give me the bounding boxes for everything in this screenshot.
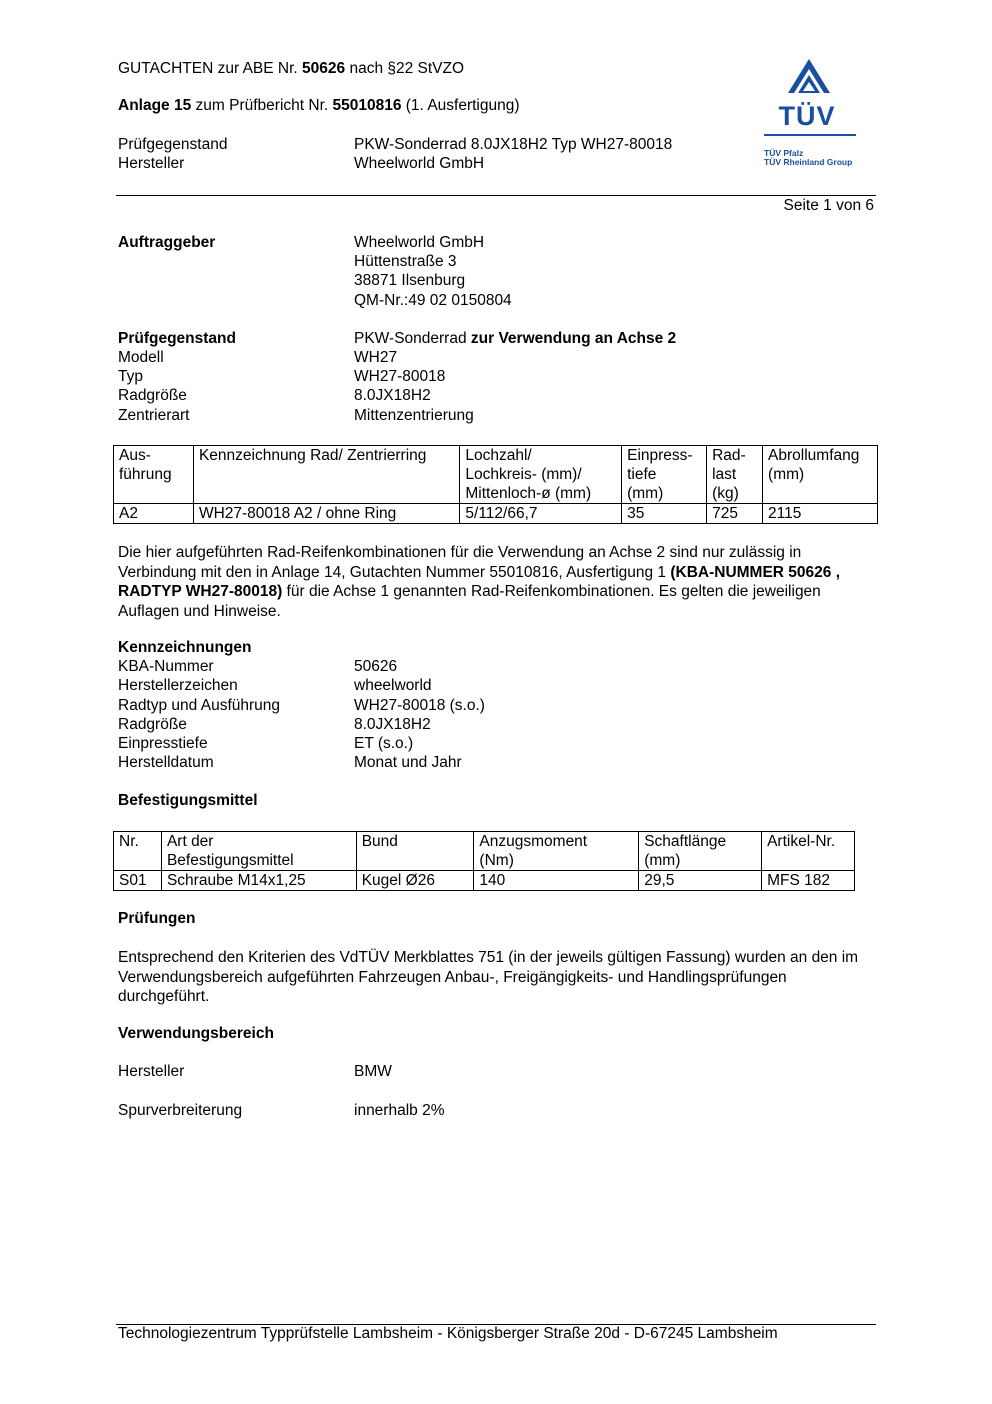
vb-hersteller-label: Hersteller [118,1063,185,1080]
header-hersteller-label: Hersteller [118,155,185,172]
vb-hersteller-value: BMW [354,1063,392,1080]
footer-address: Technologiezentrum Typprüfstelle Lambsheim - Königsberger Straße 20d - D-67245 Lambsheim [118,1325,778,1342]
wheel-spec-table [113,445,878,524]
table-header-cell: Abrollumfang (mm) [763,446,878,504]
kennzeichnungen-title: Kennzeichnungen [118,639,252,656]
table-header-cell: Nr. [114,832,162,871]
header-pruef-label: Prüfgegenstand [118,136,228,153]
table-cell: 140 [474,871,639,891]
auftraggeber-line: Wheelworld GmbH [354,234,485,251]
kz-label: Radgröße [118,716,187,733]
table-header-cell: Rad- last (kg) [707,446,763,504]
kz-label: Einpresstiefe [118,735,208,752]
kz-label: Herstelldatum [118,754,214,771]
fastener-table [113,831,855,891]
table-cell: 725 [707,504,763,524]
pruefgegenstand-label: Prüfgegenstand [118,330,236,347]
usage-paragraph: Die hier aufgeführten Rad-Reifenkombinationen für die Verwendung an Achse 2 sind nur zulässig in Verbindung mit den in Anlage 14, Gutachten Nummer 55010816, Ausfertigung 1 (KBA-NUMMER 50626 , RADTYP WH27-80018) für die Achse 1 genannten Rad-Reifenkombinationen. Es gelten die jeweiligen Auflagen und Hinweise. [118,544,841,620]
table-row [114,871,855,891]
table-cell: Kugel Ø26 [356,871,474,891]
kz-label: Radtyp und Ausführung [118,697,281,714]
spur-label: Spurverbreiterung [118,1102,243,1119]
kz-label: Herstellerzeichen [118,677,238,694]
table-header-row [114,446,878,504]
table-cell: 35 [622,504,707,524]
modell-label: Modell [118,349,164,366]
modell-value: WH27 [354,349,398,366]
header-pruef-value: PKW-Sonderrad 8.0JX18H2 Typ WH27-80018 [354,136,673,153]
table-cell: A2 [114,504,194,524]
table-header-cell: Aus- führung [114,446,194,504]
verwendungsbereich-title: Verwendungsbereich [118,1025,274,1042]
table-cell: WH27-80018 A2 / ohne Ring [193,504,459,524]
kz-label: KBA-Nummer [118,658,214,675]
kz-value: 50626 [354,658,398,675]
header-hersteller-value: Wheelworld GmbH [354,155,485,172]
table-cell: 29,5 [639,871,762,891]
table-header-row [114,832,855,871]
table-cell: 2115 [763,504,878,524]
spur-value: innerhalb 2% [354,1102,445,1119]
attachment-title: Anlage 15 zum Prüfbericht Nr. 55010816 (1. Ausfertigung) [118,97,520,114]
kz-value: 8.0JX18H2 [354,716,431,733]
table-header-cell: Anzugsmoment (Nm) [474,832,639,871]
kz-value: WH27-80018 (s.o.) [354,697,485,714]
kz-value: ET (s.o.) [354,735,414,752]
pruefungen-title: Prüfungen [118,910,196,927]
radgroesse-label: Radgröße [118,387,187,404]
pruefungen-text: Entsprechend den Kriterien des VdTÜV Merkblattes 751 (in der jeweils gültigen Fassung) wurden an den im Verwendungsbereich aufgeführten Fahrzeugen Anbau-, Freigängigkeits- und Handlingsprüfungen durchgeführt. [118,949,859,1005]
table-header-cell: Artikel-Nr. [762,832,855,871]
logo-sub1: TÜV Pfalz [764,148,804,158]
radgroesse-value: 8.0JX18H2 [354,387,431,404]
auftraggeber-line: Hüttenstraße 3 [354,253,457,270]
table-header-cell: Lochzahl/ Lochkreis- (mm)/ Mittenloch-ø (mm) [460,446,622,504]
table-row [114,504,878,524]
auftraggeber-line: QM-Nr.:49 02 0150804 [354,292,512,309]
table-cell: 5/112/66,7 [460,504,622,524]
header-divider [116,195,876,196]
tuev-brand: TÜV [778,101,836,131]
typ-label: Typ [118,368,143,385]
page-number: Seite 1 von 6 [783,197,874,214]
kz-value: Monat und Jahr [354,754,462,771]
kz-value: wheelworld [354,677,432,694]
report-title: GUTACHTEN zur ABE Nr. 50626 nach §22 StVZO [118,60,465,77]
logo-sub2: TÜV Rheinland Group [764,157,853,167]
zentrierart-value: Mittenzentrierung [354,407,474,424]
table-cell: MFS 182 [762,871,855,891]
logo-rule [764,134,856,136]
table-header-cell: Kennzeichnung Rad/ Zentrierring [193,446,459,504]
table-header-cell: Schaftlänge (mm) [639,832,762,871]
table-header-cell: Art der Befestigungsmittel [161,832,356,871]
table-cell: Schraube M14x1,25 [161,871,356,891]
pruefgegenstand-value: PKW-Sonderrad zur Verwendung an Achse 2 [354,330,677,347]
zentrierart-label: Zentrierart [118,407,190,424]
table-header-cell: Bund [356,832,474,871]
table-header-cell: Einpress- tiefe (mm) [622,446,707,504]
typ-value: WH27-80018 [354,368,446,385]
auftraggeber-line: 38871 Ilsenburg [354,272,466,289]
table-cell: S01 [114,871,162,891]
auftraggeber-label: Auftraggeber [118,234,216,251]
tuev-logo [756,55,866,175]
befestigung-title: Befestigungsmittel [118,792,258,809]
